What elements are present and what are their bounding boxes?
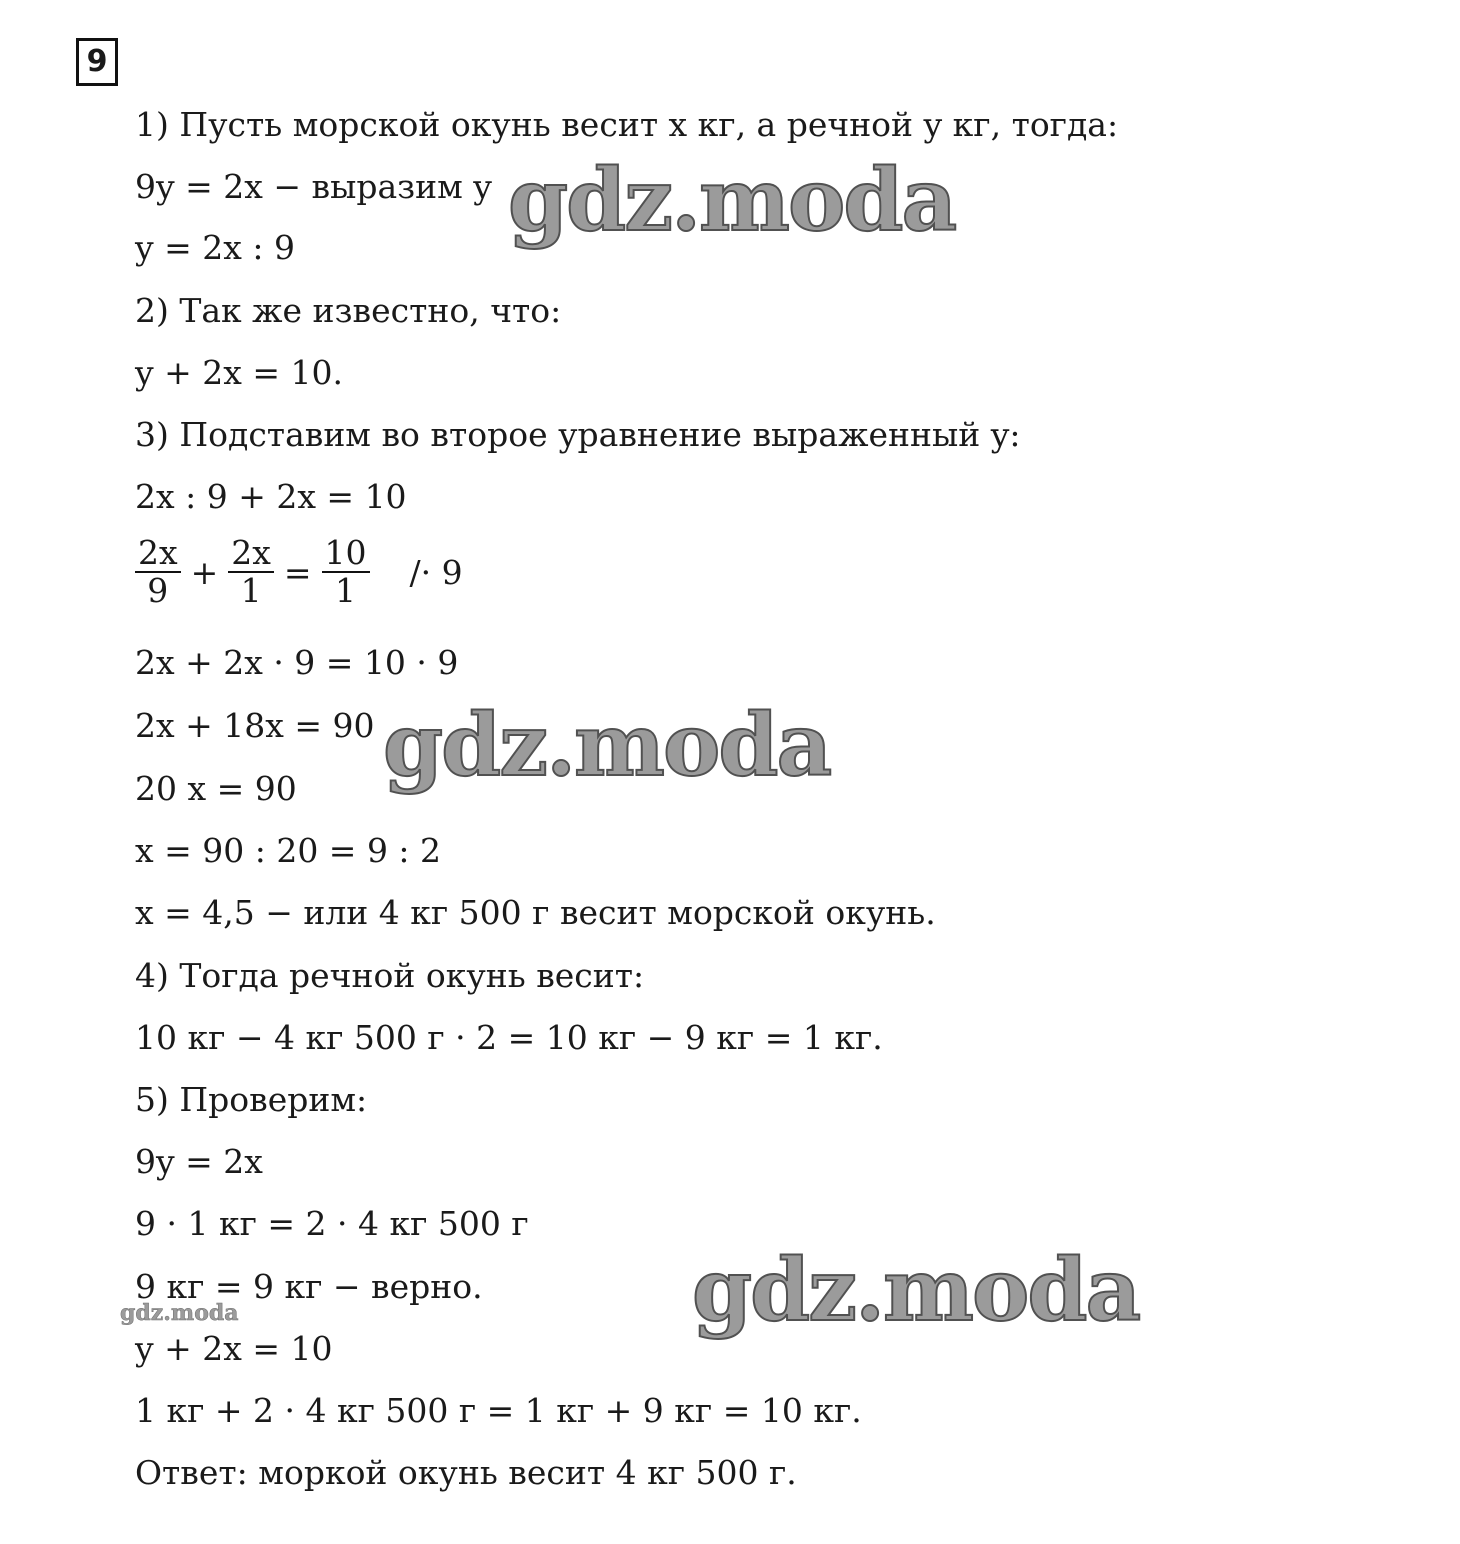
text-line: 9 · 1 кг = 2 · 4 кг 500 г (135, 1204, 529, 1243)
denominator: 1 (335, 571, 357, 610)
text-line: 10 кг − 4 кг 500 г · 2 = 10 кг − 9 кг = 1 кг. (135, 1018, 883, 1057)
text-line: x = 90 : 20 = 9 : 2 (135, 831, 442, 870)
numerator: 2x (135, 535, 181, 573)
equals-sign: = (283, 552, 312, 592)
text-line: 1) Пусть морской окунь весит x кг, а речной y кг, тогда: (135, 105, 1119, 144)
text-line: 2x + 18x = 90 (135, 706, 375, 745)
fraction (322, 535, 370, 609)
task-number: 9 (76, 38, 118, 86)
numerator: 10 (322, 535, 370, 573)
text-line: 2x : 9 + 2x = 10 (135, 477, 407, 516)
text-line: 1 кг + 2 · 4 кг 500 г = 1 кг + 9 кг = 10 кг. (135, 1391, 862, 1430)
text-line: 20 x = 90 (135, 769, 297, 808)
text-line: 2) Так же известно, что: (135, 291, 562, 330)
text-line: Ответ: моркой окунь весит 4 кг 500 г. (135, 1453, 797, 1492)
numerator: 2x (228, 535, 274, 573)
text-line: 9y = 2x (135, 1142, 263, 1181)
text-line: x = 4,5 − или 4 кг 500 г весит морской окунь. (135, 893, 936, 932)
text-line: 9y = 2x − выразим y (135, 167, 492, 206)
watermark: gdz.moda (508, 150, 956, 251)
text-line: 4) Тогда речной окунь весит: (135, 956, 645, 995)
text-line: 2x + 2x · 9 = 10 · 9 (135, 643, 459, 682)
fraction (135, 535, 181, 609)
text-line: y + 2x = 10. (135, 353, 343, 392)
text-line: y + 2x = 10 (135, 1329, 333, 1368)
watermark: gdz.moda (692, 1240, 1140, 1341)
multiplier: /· 9 (409, 552, 463, 592)
fraction-equation (135, 535, 463, 609)
watermark-small: gdz.moda (120, 1300, 239, 1326)
text-line: 3) Подставим во второе уравнение выраженный y: (135, 415, 1021, 454)
denominator: 1 (240, 571, 262, 610)
text-line: y = 2x : 9 (135, 228, 295, 267)
text-line: 5) Проверим: (135, 1080, 368, 1119)
text-line: 9 кг = 9 кг − верно. (135, 1267, 483, 1306)
watermark: gdz.moda (383, 695, 831, 796)
fraction (228, 535, 274, 609)
denominator: 9 (147, 571, 169, 610)
plus-sign: + (190, 552, 219, 592)
